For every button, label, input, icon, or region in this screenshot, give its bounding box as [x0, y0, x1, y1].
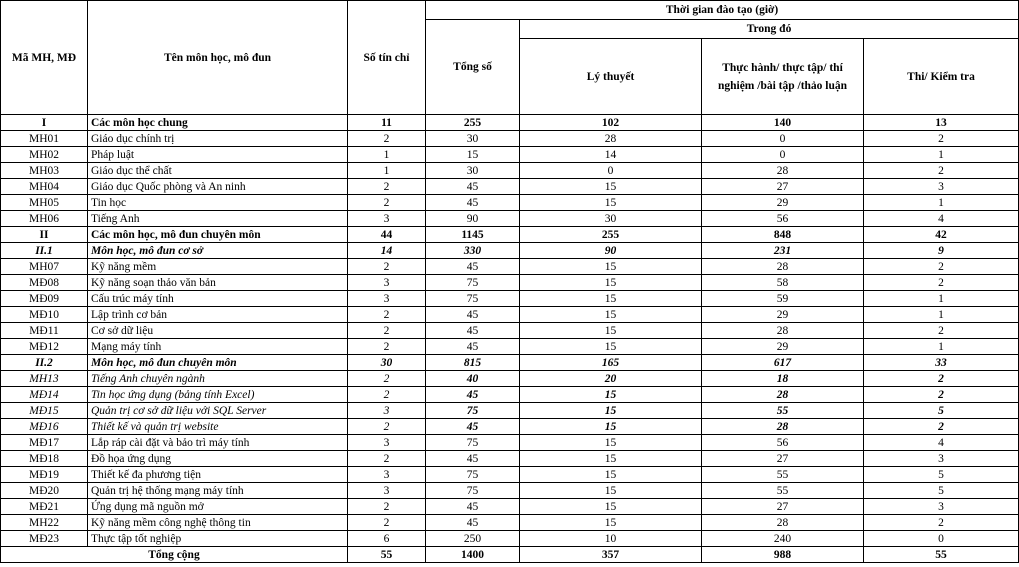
cell-ma: MH13: [1, 371, 88, 387]
cell-thuc-hanh: 28: [702, 515, 864, 531]
cell-thuc-hanh: 0: [702, 147, 864, 163]
table-row: [1, 323, 1019, 339]
cell-tong-so: 45: [426, 387, 520, 403]
cell-tong-so: 30: [426, 131, 520, 147]
cell-tong-so: 45: [426, 259, 520, 275]
cell-tong-so: 45: [426, 307, 520, 323]
table-row: [1, 419, 1019, 435]
cell-ly-thuyet: 15: [520, 179, 702, 195]
cell-ten: Lắp ráp cài đặt và bảo trì máy tính: [88, 435, 348, 451]
table-row: [1, 179, 1019, 195]
cell-ma: MĐ18: [1, 451, 88, 467]
cell-ly-thuyet: 15: [520, 515, 702, 531]
cell-tin-chi: 44: [348, 227, 426, 243]
table-row: [1, 403, 1019, 419]
cell-tin-chi: 3: [348, 211, 426, 227]
cell-tong-so: 45: [426, 515, 520, 531]
cell-ten: Kỹ năng mềm: [88, 259, 348, 275]
cell-ly-thuyet: 14: [520, 147, 702, 163]
cell-ten: Ứng dụng mã nguồn mở: [88, 499, 348, 515]
cell-thuc-hanh: 27: [702, 179, 864, 195]
cell-thuc-hanh: 27: [702, 499, 864, 515]
cell-thi: 0: [864, 531, 1019, 547]
cell-ma: MĐ09: [1, 291, 88, 307]
table-row: [1, 467, 1019, 483]
cell-ma: MĐ15: [1, 403, 88, 419]
table-row: [1, 307, 1019, 323]
cell-thi: 2: [864, 515, 1019, 531]
cell-tong-so: 75: [426, 483, 520, 499]
cell-thuc-hanh: 58: [702, 275, 864, 291]
cell-ma: II.2: [1, 355, 88, 371]
cell-tong-so: 40: [426, 371, 520, 387]
cell-tong-so: 330: [426, 243, 520, 259]
cell-ly-thuyet: 15: [520, 275, 702, 291]
cell-ma: I: [1, 115, 88, 131]
table-row: [1, 275, 1019, 291]
cell-thuc-hanh: 231: [702, 243, 864, 259]
total-thi: 55: [864, 547, 1019, 563]
cell-ly-thuyet: 15: [520, 307, 702, 323]
cell-tin-chi: 3: [348, 483, 426, 499]
cell-ly-thuyet: 15: [520, 499, 702, 515]
cell-ly-thuyet: 255: [520, 227, 702, 243]
header-ma: Mã MH, MĐ: [1, 1, 88, 115]
cell-tin-chi: 3: [348, 275, 426, 291]
cell-ten: Đồ họa ứng dụng: [88, 451, 348, 467]
cell-tin-chi: 2: [348, 131, 426, 147]
table-row: [1, 387, 1019, 403]
cell-ma: MĐ11: [1, 323, 88, 339]
cell-thi: 42: [864, 227, 1019, 243]
cell-ma: MĐ21: [1, 499, 88, 515]
cell-ten: Giáo dục chính trị: [88, 131, 348, 147]
cell-thuc-hanh: 55: [702, 483, 864, 499]
cell-ten: Kỹ năng mềm công nghệ thông tin: [88, 515, 348, 531]
cell-thuc-hanh: 29: [702, 339, 864, 355]
cell-tin-chi: 1: [348, 163, 426, 179]
cell-ma: MĐ16: [1, 419, 88, 435]
cell-tin-chi: 3: [348, 467, 426, 483]
table-row: [1, 355, 1019, 371]
cell-thuc-hanh: 18: [702, 371, 864, 387]
cell-thi: 3: [864, 451, 1019, 467]
cell-ten: Quản trị cơ sở dữ liệu với SQL Server: [88, 403, 348, 419]
cell-thi: 1: [864, 307, 1019, 323]
cell-ma: MĐ23: [1, 531, 88, 547]
header-so-tin-chi: Số tín chỉ: [348, 1, 426, 115]
cell-ly-thuyet: 15: [520, 259, 702, 275]
cell-tong-so: 75: [426, 403, 520, 419]
cell-ten: Thiết kế và quản trị website: [88, 419, 348, 435]
cell-ly-thuyet: 15: [520, 291, 702, 307]
table-row: [1, 131, 1019, 147]
cell-ly-thuyet: 30: [520, 211, 702, 227]
cell-thuc-hanh: 59: [702, 291, 864, 307]
cell-thuc-hanh: 29: [702, 307, 864, 323]
table-row: [1, 195, 1019, 211]
cell-ten: Lập trình cơ bản: [88, 307, 348, 323]
cell-tong-so: 45: [426, 195, 520, 211]
cell-ten: Giáo dục Quốc phòng và An ninh: [88, 179, 348, 195]
cell-ten: Giáo dục thể chất: [88, 163, 348, 179]
cell-ma: MĐ19: [1, 467, 88, 483]
cell-ma: MĐ17: [1, 435, 88, 451]
cell-tin-chi: 2: [348, 307, 426, 323]
cell-tin-chi: 2: [348, 179, 426, 195]
table-row: [1, 291, 1019, 307]
cell-ten: Tiếng Anh chuyên ngành: [88, 371, 348, 387]
cell-tong-so: 815: [426, 355, 520, 371]
header-thoi-gian: Thời gian đào tạo (giờ): [426, 1, 1019, 20]
cell-ly-thuyet: 15: [520, 467, 702, 483]
cell-ma: MH22: [1, 515, 88, 531]
cell-tin-chi: 30: [348, 355, 426, 371]
cell-thi: 2: [864, 131, 1019, 147]
cell-tin-chi: 1: [348, 147, 426, 163]
cell-tong-so: 250: [426, 531, 520, 547]
cell-thi: 5: [864, 483, 1019, 499]
cell-tin-chi: 11: [348, 115, 426, 131]
total-tong: 1400: [426, 547, 520, 563]
cell-tin-chi: 3: [348, 291, 426, 307]
header-thi: Thi/ Kiểm tra: [864, 39, 1019, 115]
cell-ten: Các môn học chung: [88, 115, 348, 131]
header-trong-do: Trong đó: [520, 20, 1019, 39]
cell-thi: 1: [864, 339, 1019, 355]
table-row: [1, 451, 1019, 467]
cell-thi: 33: [864, 355, 1019, 371]
cell-thi: 4: [864, 435, 1019, 451]
cell-tin-chi: 2: [348, 323, 426, 339]
cell-tin-chi: 2: [348, 371, 426, 387]
cell-tong-so: 45: [426, 419, 520, 435]
table-row: [1, 531, 1019, 547]
cell-thi: 5: [864, 467, 1019, 483]
cell-thi: 3: [864, 499, 1019, 515]
cell-ly-thuyet: 15: [520, 403, 702, 419]
cell-thuc-hanh: 28: [702, 259, 864, 275]
cell-tin-chi: 2: [348, 499, 426, 515]
cell-ma: MĐ10: [1, 307, 88, 323]
cell-thuc-hanh: 848: [702, 227, 864, 243]
cell-tong-so: 255: [426, 115, 520, 131]
cell-ten: Thực tập tốt nghiệp: [88, 531, 348, 547]
cell-ly-thuyet: 10: [520, 531, 702, 547]
table-row: [1, 499, 1019, 515]
cell-thi: 2: [864, 259, 1019, 275]
cell-thuc-hanh: 0: [702, 131, 864, 147]
header-thuc-hanh: Thực hành/ thực tập/ thí nghiệm /bài tập /thảo luận: [702, 39, 864, 115]
cell-ma: MH02: [1, 147, 88, 163]
cell-ten: Pháp luật: [88, 147, 348, 163]
cell-tong-so: 75: [426, 467, 520, 483]
cell-ly-thuyet: 15: [520, 339, 702, 355]
total-th: 988: [702, 547, 864, 563]
cell-ly-thuyet: 15: [520, 451, 702, 467]
cell-tong-so: 90: [426, 211, 520, 227]
cell-thuc-hanh: 29: [702, 195, 864, 211]
header-ten: Tên môn học, mô đun: [88, 1, 348, 115]
table-row: [1, 371, 1019, 387]
cell-thi: 4: [864, 211, 1019, 227]
cell-ten: Tin học: [88, 195, 348, 211]
total-lt: 357: [520, 547, 702, 563]
cell-ten: Các môn học, mô đun chuyên môn: [88, 227, 348, 243]
cell-thuc-hanh: 28: [702, 163, 864, 179]
cell-ma: MH03: [1, 163, 88, 179]
cell-tong-so: 30: [426, 163, 520, 179]
cell-tong-so: 45: [426, 339, 520, 355]
cell-ma: MĐ12: [1, 339, 88, 355]
table-row: [1, 259, 1019, 275]
cell-tin-chi: 14: [348, 243, 426, 259]
cell-ten: Cấu trúc máy tính: [88, 291, 348, 307]
cell-thuc-hanh: 617: [702, 355, 864, 371]
cell-thi: 2: [864, 163, 1019, 179]
cell-ten: Quản trị hệ thống mạng máy tính: [88, 483, 348, 499]
cell-thi: 1: [864, 147, 1019, 163]
cell-tin-chi: 2: [348, 515, 426, 531]
cell-tong-so: 75: [426, 291, 520, 307]
cell-thi: 5: [864, 403, 1019, 419]
cell-ma: MH06: [1, 211, 88, 227]
cell-thi: 1: [864, 291, 1019, 307]
cell-ma: MH04: [1, 179, 88, 195]
table-row: [1, 435, 1019, 451]
table-row: [1, 227, 1019, 243]
cell-ma: MĐ14: [1, 387, 88, 403]
cell-ma: MH05: [1, 195, 88, 211]
table-row: [1, 147, 1019, 163]
cell-ly-thuyet: 15: [520, 419, 702, 435]
cell-ly-thuyet: 15: [520, 435, 702, 451]
cell-thi: 3: [864, 179, 1019, 195]
cell-ma: MĐ20: [1, 483, 88, 499]
cell-ly-thuyet: 102: [520, 115, 702, 131]
total-row: [1, 547, 1019, 563]
cell-ten: Mạng máy tính: [88, 339, 348, 355]
cell-tin-chi: 2: [348, 259, 426, 275]
cell-ly-thuyet: 15: [520, 483, 702, 499]
cell-thi: 2: [864, 275, 1019, 291]
cell-tin-chi: 3: [348, 403, 426, 419]
table-row: [1, 211, 1019, 227]
total-label: Tổng cộng: [1, 547, 348, 563]
header-ly-thuyet: Lý thuyết: [520, 39, 702, 115]
cell-thuc-hanh: 55: [702, 467, 864, 483]
cell-thi: 9: [864, 243, 1019, 259]
cell-ten: Môn học, mô đun cơ sở: [88, 243, 348, 259]
header-tong-so: Tổng số: [426, 20, 520, 115]
cell-ly-thuyet: 90: [520, 243, 702, 259]
cell-thi: 1: [864, 195, 1019, 211]
cell-tong-so: 45: [426, 499, 520, 515]
cell-ly-thuyet: 0: [520, 163, 702, 179]
cell-tin-chi: 2: [348, 339, 426, 355]
cell-thuc-hanh: 240: [702, 531, 864, 547]
cell-ma: MH01: [1, 131, 88, 147]
cell-ly-thuyet: 165: [520, 355, 702, 371]
table-row: [1, 163, 1019, 179]
cell-ten: Kỹ năng soạn thảo văn bản: [88, 275, 348, 291]
cell-ten: Cơ sở dữ liệu: [88, 323, 348, 339]
cell-tong-so: 45: [426, 179, 520, 195]
cell-tin-chi: 2: [348, 387, 426, 403]
cell-ma: II: [1, 227, 88, 243]
cell-thuc-hanh: 27: [702, 451, 864, 467]
cell-ma: MH07: [1, 259, 88, 275]
cell-tong-so: 45: [426, 451, 520, 467]
cell-tong-so: 75: [426, 275, 520, 291]
cell-ly-thuyet: 28: [520, 131, 702, 147]
table-row: [1, 483, 1019, 499]
cell-thuc-hanh: 140: [702, 115, 864, 131]
cell-tin-chi: 3: [348, 435, 426, 451]
cell-tong-so: 1145: [426, 227, 520, 243]
cell-tin-chi: 6: [348, 531, 426, 547]
cell-ly-thuyet: 15: [520, 387, 702, 403]
cell-ma: MĐ08: [1, 275, 88, 291]
cell-thuc-hanh: 55: [702, 403, 864, 419]
cell-thuc-hanh: 28: [702, 387, 864, 403]
cell-ten: Thiết kế đa phương tiện: [88, 467, 348, 483]
cell-thi: 2: [864, 419, 1019, 435]
cell-ly-thuyet: 15: [520, 195, 702, 211]
cell-ten: Tiếng Anh: [88, 211, 348, 227]
table-row: [1, 115, 1019, 131]
cell-tin-chi: 2: [348, 195, 426, 211]
cell-thi: 2: [864, 323, 1019, 339]
cell-tong-so: 45: [426, 323, 520, 339]
cell-thi: 2: [864, 371, 1019, 387]
table-row: [1, 339, 1019, 355]
cell-thuc-hanh: 56: [702, 435, 864, 451]
cell-ly-thuyet: 20: [520, 371, 702, 387]
cell-tin-chi: 2: [348, 451, 426, 467]
cell-thuc-hanh: 28: [702, 323, 864, 339]
table-row: [1, 515, 1019, 531]
cell-ly-thuyet: 15: [520, 323, 702, 339]
cell-ten: Tin học ứng dụng (bảng tính Excel): [88, 387, 348, 403]
cell-thi: 13: [864, 115, 1019, 131]
cell-thi: 2: [864, 387, 1019, 403]
cell-thuc-hanh: 56: [702, 211, 864, 227]
cell-ma: II.1: [1, 243, 88, 259]
table-body: [1, 115, 1019, 547]
cell-ten: Môn học, mô đun chuyên môn: [88, 355, 348, 371]
cell-tin-chi: 2: [348, 419, 426, 435]
cell-tong-so: 15: [426, 147, 520, 163]
table-row: [1, 243, 1019, 259]
cell-thuc-hanh: 28: [702, 419, 864, 435]
total-tc: 55: [348, 547, 426, 563]
cell-tong-so: 75: [426, 435, 520, 451]
